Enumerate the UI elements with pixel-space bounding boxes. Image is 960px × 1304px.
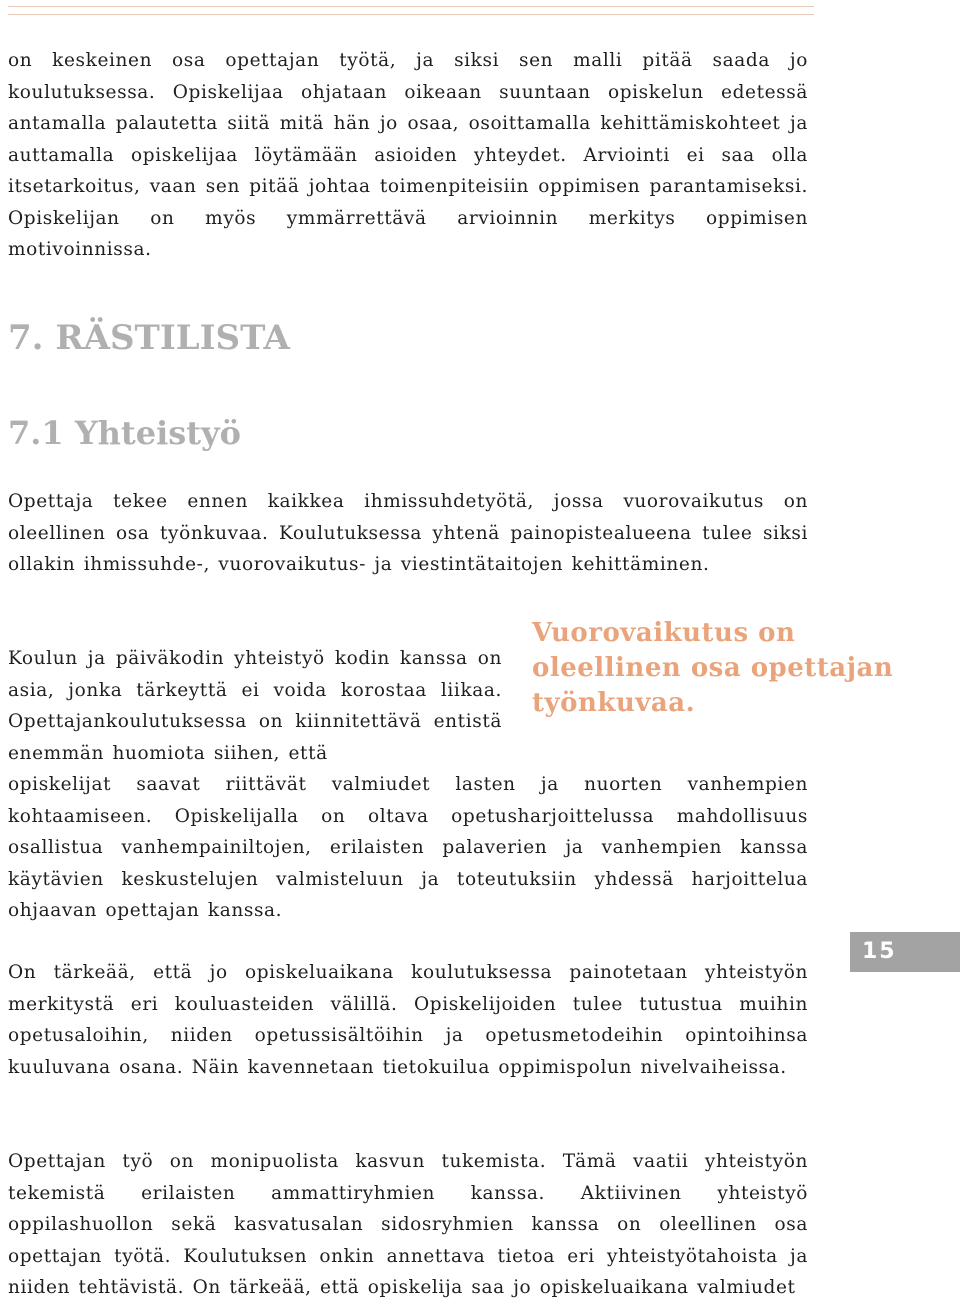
subsection-heading: 7.1 Yhteistyö (8, 414, 241, 452)
paragraph-2-continued: opiskelijat saavat riittävät valmiudet lasten ja nuorten vanhempien kohtaamiseen. Opiskelijalla on oltava opetusharjoittelussa mahdollisuus osallistua vanhempainiltojen, erilaisten palaverien ja vanhempien kanssa käytävien keskustelujen valmisteluun ja toteutuksiin yhdessä harjoittelua ohjaavan opettajan kanssa. (8, 774, 808, 921)
paragraph-3: On tärkeää, että jo opiskeluaikana koulutuksessa painotetaan yhteistyön merkitystä eri kouluasteiden välillä. Opiskelijoiden tulee tutustua muihin opetusaloihin, niiden opetussisältöihin ja opetusmetodeihin opintoihinsa kuuluvana osana. Näin kavennetaan tietokuilua oppimispolun nivelvaiheissa. (8, 962, 808, 1078)
paragraph-1: Opettaja tekee ennen kaikkea ihmissuhdetyötä, jossa vuorovaikutus on oleellinen osa työnkuvaa. Koulutuksessa yhtenä painopistealueena tulee siksi ollakin ihmissuhde-, vuorovaikutus- ja viestintätaitojen kehittäminen. (8, 491, 808, 575)
header-rule-top (8, 6, 814, 7)
page-number-badge: 15 (850, 932, 960, 972)
header-rule-bottom (8, 14, 814, 15)
paragraph-4: Opettajan työ on monipuolista kasvun tukemista. Tämä vaatii yhteistyön tekemistä erilaisten ammattiryhmien kanssa. Aktiivinen yhteistyö oppilashuollon sekä kasvatusalan sidosryhmien kanssa on oleellinen osa opettajan työtä. Koulutuksen onkin annettava tietoa eri yhteistyötahoista ja niiden tehtävistä. On tärkeää, että opiskelija saa jo opiskeluaikana valmiudet (8, 1151, 808, 1298)
section-heading: 7. RÄSTILISTA (8, 318, 290, 358)
paragraph-2-wrapped: Koulun ja päiväkodin yhteistyö kodin kanssa on asia, jonka tärkeyttä ei voida korostaa liikaa. Opettajankoulutuksessa on kiinnitettävä entistä enemmän huomiota siihen, että (8, 648, 502, 764)
intro-paragraph: on keskeinen osa opettajan työtä, ja siksi sen malli pitää saada jo koulutuksessa. Opiskelijaa ohjataan oikeaan suuntaan opiskelun edetessä antamalla palautetta siitä mitä hän jo osaa, osoittamalla kehittämiskohteet ja auttamalla opiskelijaa löytämään asioiden yhteydet. Arviointi ei saa olla itsetarkoitus, vaan sen pitää johtaa toimenpiteisiin oppimisen parantamiseksi. Opiskelijan on myös ymmärrettävä arvioinnin merkitys oppimisen motivoinnissa. (8, 50, 808, 260)
pull-quote: Vuorovaikutus on oleellinen osa opettajan työnkuvaa. (532, 618, 894, 718)
